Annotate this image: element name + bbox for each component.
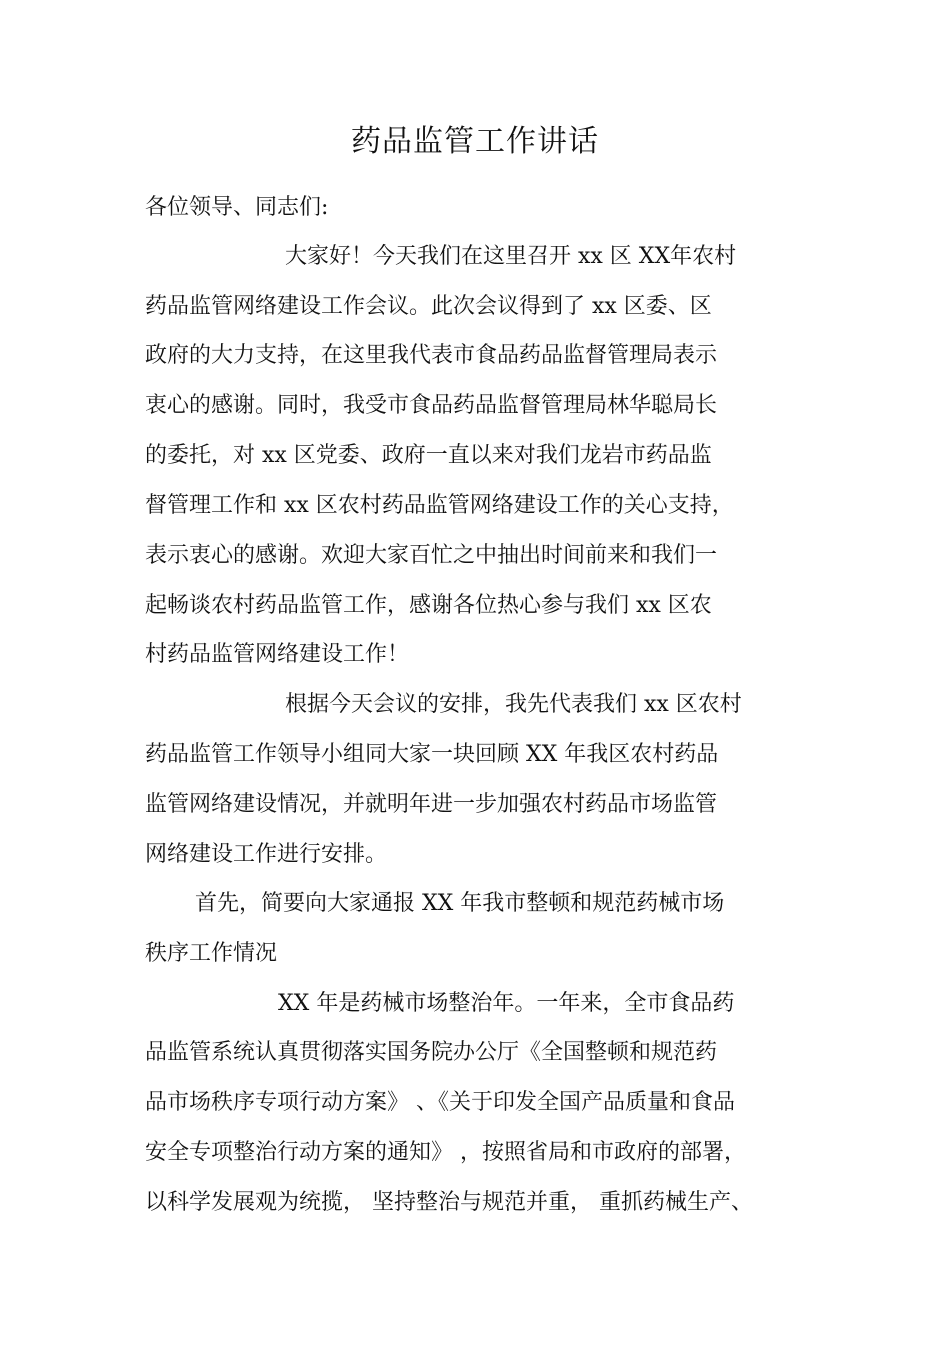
text-line: 表示衷心的感谢。欢迎大家百忙之中抽出时间前来和我们一 [145, 543, 718, 568]
text-line-salutation: 各位领导、同志们: [145, 195, 329, 220]
text-line: 秩序工作情况 [145, 941, 278, 966]
document-title: 药品监管工作讲话 [351, 124, 599, 159]
text-line: 品监管系统认真贯彻落实国务院办公厅《全国整顿和规范药 [145, 1040, 718, 1065]
text-line: 起畅谈农村药品监管工作，感谢各位热心参与我们 xx 区农 [145, 593, 712, 618]
text-line: 根据今天会议的安排，我先代表我们 xx 区农村 [285, 692, 742, 717]
text-line: 的委托，对 xx 区党委、政府一直以来对我们龙岩市药品监 [145, 443, 712, 468]
text-line: 监管网络建设情况，并就明年进一步加强农村药品市场监管 [145, 792, 718, 817]
text-line: 安全专项整治行动方案的通知》 ，按照省局和市政府的部署， [145, 1140, 746, 1165]
text-line: 大家好！今天我们在这里召开 xx 区 XX年农村 [285, 244, 737, 269]
text-line: 首先，简要向大家通报 XX 年我市整顿和规范药械市场 [195, 891, 725, 916]
text-line: 衷心的感谢。同时，我受市食品药品监督管理局林华聪局长 [145, 393, 718, 418]
text-line: 政府的大力支持，在这里我代表市食品药品监督管理局表示 [145, 343, 718, 368]
text-line: 村药品监管网络建设工作！ [145, 642, 410, 667]
text-line: 以科学发展观为统揽， 坚持整治与规范并重， 重抓药械生产、 [145, 1190, 753, 1215]
text-line: 督管理工作和 xx 区农村药品监管网络建设工作的关心支持， [145, 493, 734, 518]
text-line: 药品监管工作领导小组同大家一块回顾 XX 年我区农村药品 [145, 742, 719, 767]
text-line: 药品监管网络建设工作会议。此次会议得到了 xx 区委、区 [145, 294, 712, 319]
text-line: 品市场秩序专项行动方案》 、《关于印发全国产品质量和食品 [145, 1090, 735, 1115]
text-line: 网络建设工作进行安排。 [145, 842, 388, 867]
text-line: XX 年是药械市场整治年。一年来，全市食品药 [278, 991, 735, 1016]
